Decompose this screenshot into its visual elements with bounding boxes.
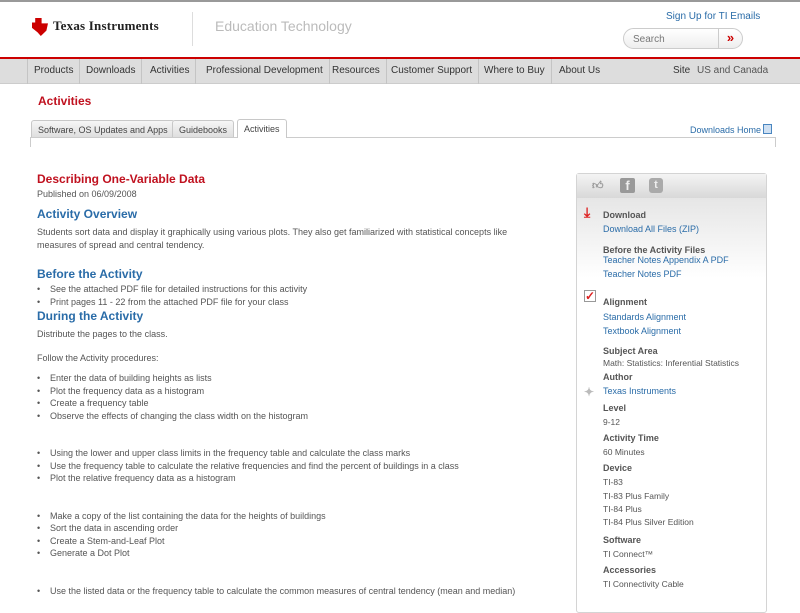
list-item: • Make a copy of the list containing the data for the heights of buildings [37,511,326,521]
nav-resources[interactable]: Resources [326,59,387,84]
list-item: • Create a frequency table [37,398,149,408]
list-item: • Observe the effects of changing the class width on the histogram [37,411,308,421]
accessories-label: Accessories [603,565,657,575]
checkbox-icon: ✓ [585,289,596,303]
signup-link[interactable]: Sign Up for TI Emails [666,11,761,22]
nav-customer-support[interactable]: Customer Support [385,59,479,84]
content-border [30,137,31,147]
nav-about-us[interactable]: About Us [559,65,601,76]
search-go-button[interactable]: » [718,29,742,48]
level-value: 9-12 [603,417,621,427]
activity-title: Describing One-Variable Data [37,172,206,186]
list-item: • Create a Stem-and-Leaf Plot [37,536,165,546]
level-label: Level [603,403,627,413]
alignment-heading: Alignment [603,297,647,307]
main-nav [0,59,800,84]
list-item: • Plot the relative frequency data as a histogram [37,473,236,483]
like-icon[interactable]: 👍︎ [592,180,604,192]
tab-activities[interactable]: Activities [237,119,287,138]
paragraph: Distribute the pages to the class. [37,329,168,339]
software-value: TI Connect™ [603,549,654,559]
divider [192,12,193,46]
site-label: Site [673,65,691,76]
device-value: TI-84 Plus Silver Edition [603,517,694,527]
site-selector[interactable]: US and Canada [697,65,769,76]
file-link[interactable]: Teacher Notes Appendix A PDF [603,255,729,265]
overview-heading: Activity Overview [37,207,138,221]
nav-professional-development[interactable]: Professional Development [200,59,330,84]
author-label: Author [603,372,633,382]
time-value: 60 Minutes [603,447,645,457]
device-value: TI-83 Plus Family [603,491,670,501]
device-value: TI-83 [603,477,623,487]
nav-activities[interactable]: Activities [144,59,196,84]
software-label: Software [603,535,642,545]
device-label: Device [603,463,633,473]
list-item: • Sort the data in ascending order [37,523,178,533]
overview-text: Students sort data and display it graphically using various plots. They also get familiarized with statistical concepts like [37,227,508,237]
ti-logo-icon [32,18,48,36]
download-heading: Download [603,210,646,220]
list-item: • Print pages 11 - 22 from the attached PDF file for your class [37,297,288,307]
time-label: Activity Time [603,433,659,443]
list-item: • Generate a Dot Plot [37,548,130,558]
subject-label: Subject Area [603,346,658,356]
device-value: TI-84 Plus [603,504,642,514]
ti-logo[interactable] [32,18,159,36]
search-input[interactable] [623,28,743,49]
textbook-alignment-link[interactable]: Textbook Alignment [603,326,682,336]
nav-products[interactable]: Products [27,59,80,84]
tab-software[interactable]: Software, OS Updates and Apps [31,120,175,138]
activity-sidebar [576,173,767,613]
section-title: Education Technology [215,18,352,34]
subject-value: Math: Statistics: Inferential Statistics [603,358,740,368]
home-icon[interactable] [763,124,772,134]
list-item: • See the attached PDF file for detailed instructions for this activity [37,284,307,294]
before-heading: Before the Activity [37,267,143,281]
file-link[interactable]: Teacher Notes PDF [603,269,682,279]
nav-downloads[interactable]: Downloads [80,59,142,84]
author-link[interactable]: Texas Instruments [603,386,677,396]
download-icon: ⤓ [584,204,591,220]
top-border [0,0,800,2]
content-border [775,137,776,147]
before-files-heading: Before the Activity Files [603,245,706,255]
download-all-link[interactable]: Download All Files (ZIP) [603,224,700,234]
facebook-icon[interactable]: f [620,178,635,193]
list-item: • Use the listed data or the frequency table to calculate the common measures of central tendency (mean and median) [37,586,515,596]
tab-rule [30,137,775,138]
downloads-home-link[interactable]: Downloads Home [690,125,762,135]
list-item: • Use the frequency table to calculate the relative frequencies and find the percent of buildings in a class [37,461,459,471]
search-placeholder: Search [633,34,665,45]
page-heading: Activities [38,94,92,108]
standards-alignment-link[interactable]: Standards Alignment [603,312,687,322]
texas-icon: ✦ [584,385,595,399]
overview-text: measures of spread and central tendency. [37,240,205,250]
list-item: • Using the lower and upper class limits in the frequency table and calculate the class marks [37,448,410,458]
tab-guidebooks[interactable]: Guidebooks [172,120,234,138]
logo-text: Texas Instruments [53,18,159,33]
accessories-value: TI Connectivity Cable [603,579,684,589]
list-item: • Plot the frequency data as a histogram [37,386,204,396]
list-item: • Enter the data of building heights as lists [37,373,212,383]
published-date: Published on 06/09/2008 [37,189,137,199]
nav-where-to-buy[interactable]: Where to Buy [478,59,552,84]
during-heading: During the Activity [37,309,144,323]
twitter-icon[interactable]: t [649,178,663,193]
share-bar [577,174,766,198]
paragraph: Follow the Activity procedures: [37,353,159,363]
